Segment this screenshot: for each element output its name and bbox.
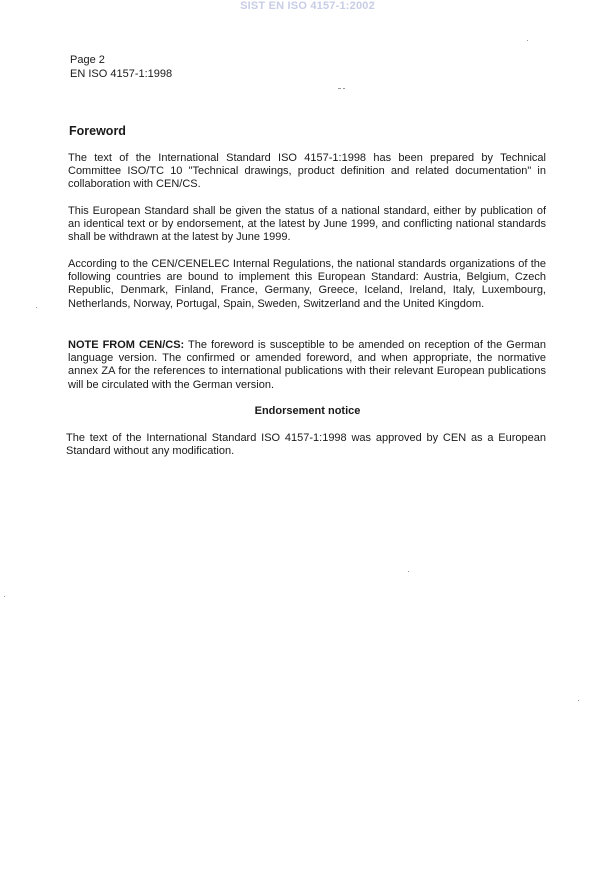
foreword-paragraph-2: This European Standard shall be given the status of a national standard, either by publication of an identical text or by endorsement, at the latest by June 1999, and conflicting national standards shall be withdrawn at the latest by June 1999.: [68, 205, 546, 244]
scan-speck: [578, 700, 579, 701]
endorsement-heading: Endorsement notice: [254, 405, 361, 417]
note-paragraph: [68, 339, 546, 392]
foreword-paragraph-1: The text of the International Standard ISO 4157-1:1998 has been prepared by Technical Committee ISO/TC 10 "Technical drawings, product definition and related documentation" in collaboration with CEN/CS.: [68, 152, 546, 191]
scan-speck: [527, 40, 528, 41]
note-text: The foreword is susceptible to be amended on reception of the German language version. The confirmed or amended foreword, and when appropriate, the normative annex ZA for the references to international publications with their relevant European publications will be circulated with the German version.: [68, 339, 547, 391]
scan-speck: [343, 88, 345, 89]
page-header: [70, 53, 172, 81]
endorsement-paragraph: The text of the International Standard ISO 4157-1:1998 was approved by CEN as a European Standard without any modification.: [66, 432, 546, 458]
standard-id: EN ISO 4157-1:1998: [70, 68, 173, 80]
foreword-heading: Foreword: [69, 124, 126, 138]
watermark: SIST EN ISO 4157-1:2002: [240, 0, 375, 12]
page-number: Page 2: [70, 54, 105, 66]
scan-speck: [4, 596, 5, 597]
scan-speck: [36, 307, 37, 308]
scan-speck: [408, 571, 409, 572]
foreword-paragraph-3: According to the CEN/CENELEC Internal Regulations, the national standards organizations of the following countries are bound to implement this European Standard: Austria, Belgium, Czech Republic, Denmark, Finland, France, Germany, Greece, Iceland, Ireland, Italy, Luxembourg, Netherlands, Norway, Portugal, Spain, Sweden, Switzerland and the United Kingdom.: [68, 258, 546, 310]
note-label: NOTE FROM CEN/CS:: [68, 339, 185, 351]
scan-speck: [338, 88, 341, 89]
